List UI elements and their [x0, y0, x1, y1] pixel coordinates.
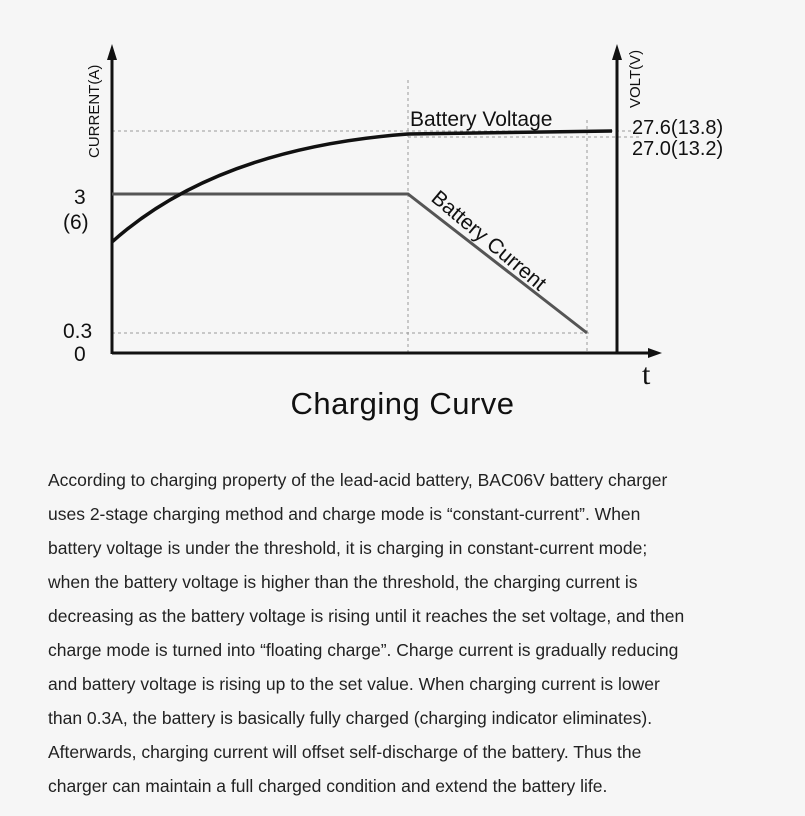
y-axis-right-label: VOLT(V): [627, 49, 644, 108]
left-tick-0-3: 0.3: [63, 320, 93, 343]
description-line: battery voltage is under the threshold, it is charging in constant-current mode;: [48, 538, 648, 558]
right-tick-27-0: 27.0(13.2): [632, 138, 724, 160]
x-axis-label: t: [642, 358, 651, 391]
description-line: According to charging property of the lead-acid battery, BAC06V battery charger: [48, 470, 668, 490]
battery-voltage-label: Battery Voltage: [410, 108, 553, 131]
left-tick-0: 0: [74, 343, 86, 366]
battery-voltage-curve: [112, 131, 612, 242]
description-line: Afterwards, charging current will offset self-discharge of the battery. Thus the: [48, 742, 642, 762]
description-line: and battery voltage is rising up to the set value. When charging current is lower: [48, 674, 660, 694]
y-axis-left-label: CURRENT(A): [86, 64, 103, 158]
battery-current-label: Battery Current: [426, 186, 551, 296]
chart-svg: [0, 0, 805, 400]
description-line: than 0.3A, the battery is basically fully charged (charging indicator eliminates).: [48, 708, 653, 728]
chart-title: Charging Curve: [290, 386, 515, 421]
description-text: [48, 463, 798, 803]
left-axis-arrow: [107, 44, 117, 60]
description-line: charger can maintain a full charged condition and extend the battery life.: [48, 776, 608, 796]
right-tick-27-6: 27.6(13.8): [632, 117, 724, 139]
description-line: charge mode is turned into “floating charge”. Charge current is gradually reducing: [48, 640, 679, 660]
left-tick-3: 3: [74, 186, 86, 209]
description-line: uses 2-stage charging method and charge mode is “constant-current”. When: [48, 504, 641, 524]
right-axis-arrow: [612, 44, 622, 60]
x-axis-arrow: [648, 348, 662, 358]
description-line: when the battery voltage is higher than the threshold, the charging current is: [48, 572, 638, 592]
left-tick-3-alt: (6): [63, 211, 89, 234]
description-line: decreasing as the battery voltage is rising until it reaches the set voltage, and then: [48, 606, 685, 626]
